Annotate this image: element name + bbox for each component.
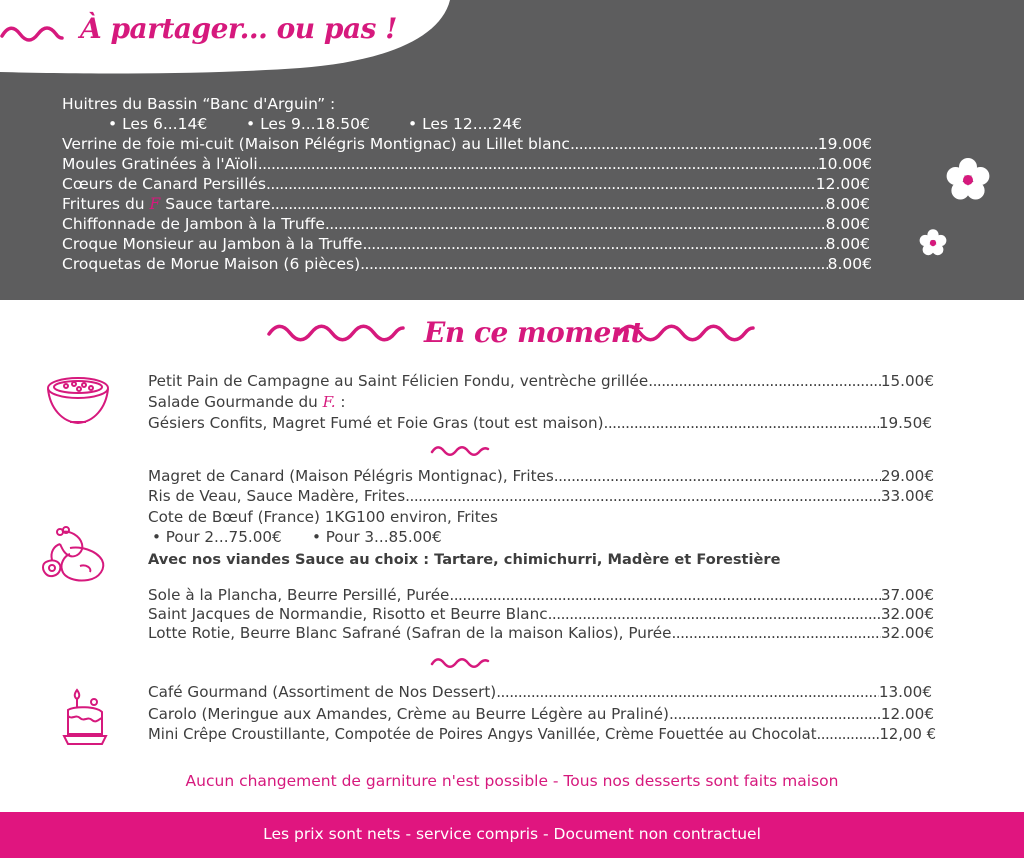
oysters-option-9: • Les 9...18.50€ — [246, 115, 370, 133]
moment-title: En ce moment — [424, 316, 644, 349]
wave-icon — [0, 24, 64, 44]
dessert-item — [148, 725, 936, 745]
share-item — [62, 134, 872, 154]
fish-item — [148, 604, 934, 624]
wave-icon — [266, 322, 406, 344]
item-price: 8.00€ — [827, 255, 872, 273]
item-name: Petit Pain de Campagne au Saint Félicien Fondu, ventrèche grillée — [148, 372, 649, 390]
footer-text: Les prix sont nets - service compris - Document non contractuel — [263, 825, 761, 843]
item-price: 32.00€ — [880, 624, 934, 642]
item-price: 12,00 € — [879, 726, 936, 743]
item-name: Croquetas de Morue Maison (6 pièces) — [62, 255, 361, 273]
item-name: Gésiers Confits, Magret Fumé et Foie Gras (tout est maison) — [148, 414, 604, 432]
item-price: 8.00€ — [825, 215, 870, 233]
item-name: Saint Jacques de Normandie, Risotto et Beurre Blanc — [148, 605, 548, 623]
item-name: Sole à la Plancha, Beurre Persillé, Purée — [148, 586, 450, 604]
f-logo-mark: F. — [322, 393, 336, 411]
item-price: 12.00€ — [880, 705, 934, 723]
item-name: Ris de Veau, Sauce Madère, Frites — [148, 487, 406, 505]
fish-item — [148, 585, 934, 605]
item-name: Café Gourmand (Assortiment de Nos Dessert) — [148, 683, 497, 701]
cote-de-boeuf: Cote de Bœuf (France) 1KG100 environ, Frites — [148, 508, 498, 526]
cote-option-2: • Pour 2...75.00€ — [152, 528, 282, 546]
item-name: Chiffonnade de Jambon à la Truffe — [62, 215, 325, 233]
share-item — [62, 234, 870, 254]
item-name: Verrine de foie mi-cuit (Maison Pélégris Montignac) au Lillet blanc — [62, 135, 570, 153]
flower-icon — [918, 228, 948, 258]
item-price: 32.00€ — [880, 605, 934, 623]
item-price: 8.00€ — [825, 195, 870, 213]
cote-option-3: • Pour 3...85.00€ — [312, 528, 442, 546]
salad-bowl-icon — [44, 372, 112, 428]
item-price: 19.50€ — [878, 414, 932, 432]
dessert-item — [148, 704, 934, 724]
main-item — [148, 486, 934, 506]
oysters-option-12: • Les 12....24€ — [408, 115, 522, 133]
cake-icon — [60, 688, 110, 750]
share-item — [62, 194, 870, 214]
share-item — [62, 254, 872, 274]
oysters-label: Huitres du Bassin “Banc d'Arguin” : — [62, 95, 336, 113]
item-price: 8.00€ — [825, 235, 870, 253]
item-price: 37.00€ — [880, 586, 934, 604]
salad-label-text: Salade Gourmande du — [148, 393, 318, 411]
salad-label — [148, 392, 346, 412]
share-item — [62, 214, 870, 234]
f-logo-mark: F — [149, 195, 161, 213]
sauce-note: Avec nos viandes Sauce au choix : Tartare, chimichurri, Madère et Forestière — [148, 551, 781, 568]
item-name-before: Fritures du — [62, 195, 145, 213]
item-price: 13.00€ — [878, 683, 932, 701]
item-price: 19.00€ — [817, 135, 872, 153]
main-item — [148, 466, 934, 486]
share-title: À partager... ou pas ! — [80, 12, 397, 45]
oysters-option-6: • Les 6...14€ — [108, 115, 208, 133]
item-price: 10.00€ — [817, 155, 872, 173]
wave-icon — [430, 444, 490, 458]
item-name-after: Sauce tartare — [165, 195, 271, 213]
item-name: Cœurs de Canard Persillés — [62, 175, 266, 193]
item-name: Moules Gratinées à l'Aïoli — [62, 155, 258, 173]
item-name: Magret de Canard (Maison Pélégris Montignac), Frites — [148, 467, 554, 485]
item-name: Carolo (Meringue aux Amandes, Crème au Beurre Légère au Praliné) — [148, 705, 669, 723]
starter-item — [148, 413, 932, 433]
share-item — [62, 154, 872, 174]
item-name: Mini Crêpe Croustillante, Compotée de Poires Angys Vanillée, Crème Fouettée au Chocolat — [148, 726, 817, 743]
wave-icon — [616, 322, 756, 344]
dessert-item — [148, 682, 932, 702]
garnish-note: Aucun changement de garniture n'est possible - Tous nos desserts sont faits maison — [185, 772, 839, 790]
meat-icon — [40, 526, 110, 586]
item-name: Lotte Rotie, Beurre Blanc Safrané (Safran de la maison Kalios), Purée — [148, 624, 672, 642]
flower-icon — [944, 156, 992, 204]
fish-item — [148, 623, 934, 643]
starter-item — [148, 371, 934, 391]
item-price: 15.00€ — [880, 372, 934, 390]
item-name: Croque Monsieur au Jambon à la Truffe — [62, 235, 363, 253]
item-price: 33.00€ — [880, 487, 934, 505]
wave-icon — [430, 656, 490, 670]
salad-colon: : — [340, 393, 346, 411]
item-price: 12.00€ — [815, 175, 870, 193]
item-price: 29.00€ — [880, 467, 934, 485]
share-item — [62, 174, 870, 194]
